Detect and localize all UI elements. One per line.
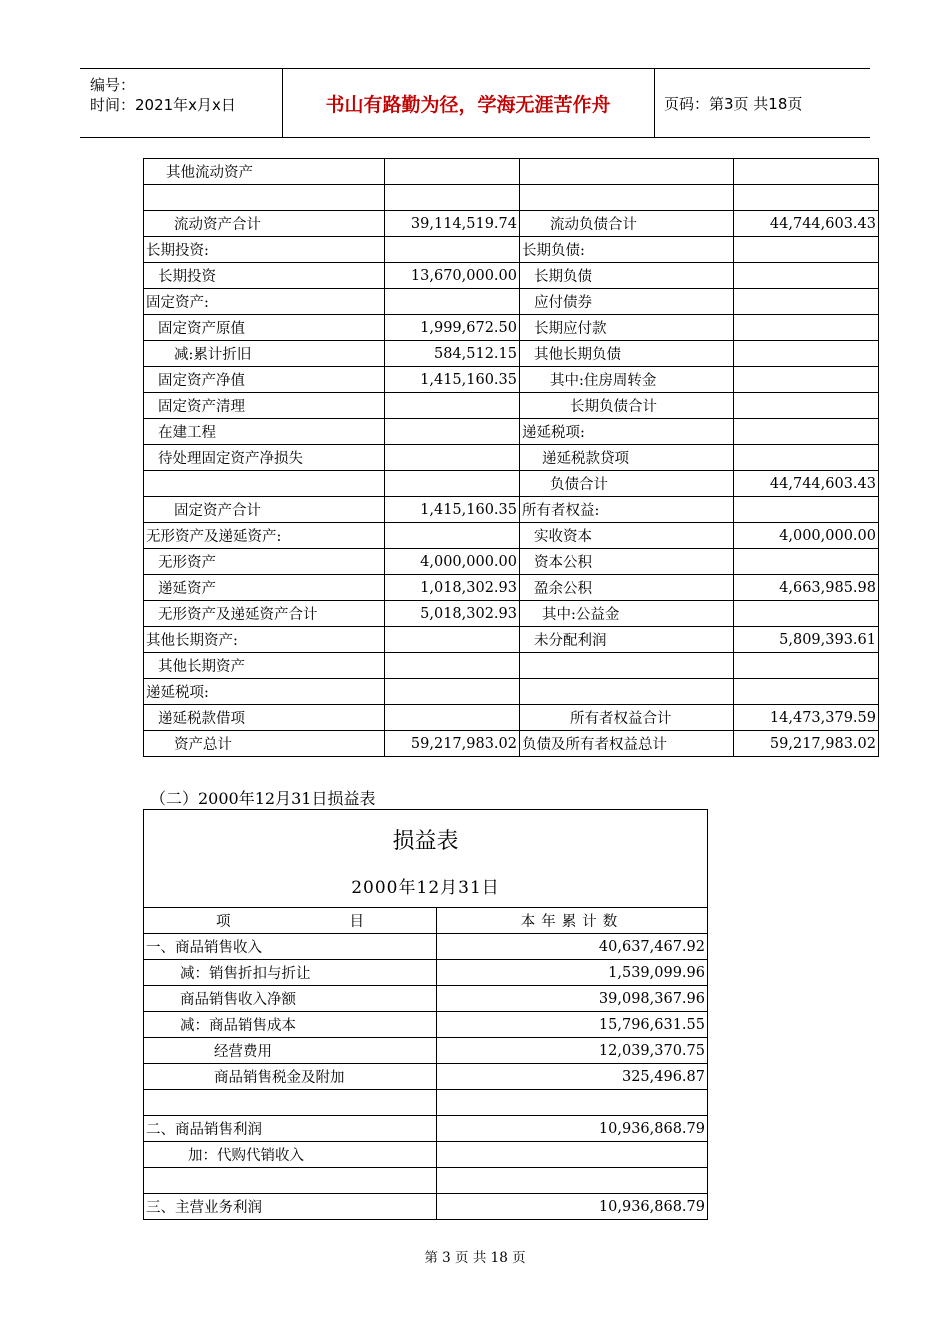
table-cell <box>734 679 879 705</box>
table-cell: 所有者权益: <box>520 497 734 523</box>
table-row <box>144 627 879 653</box>
table-row <box>144 445 879 471</box>
table-cell <box>385 653 520 679</box>
table-cell <box>437 1090 708 1116</box>
table-cell: 其他长期负债 <box>520 341 734 367</box>
table-row <box>144 315 879 341</box>
table-row <box>144 705 879 731</box>
table-row <box>144 523 879 549</box>
table-cell: 待处理固定资产净损失 <box>144 445 385 471</box>
table-cell <box>734 315 879 341</box>
table-cell: 减：商品销售成本 <box>144 1012 437 1038</box>
table-row <box>144 471 879 497</box>
header-divider <box>654 69 655 137</box>
table-row <box>144 185 879 211</box>
table-cell: 4,000,000.00 <box>734 523 879 549</box>
table-cell <box>520 159 734 185</box>
table-row <box>144 341 879 367</box>
table-row <box>144 497 879 523</box>
table-row <box>144 575 879 601</box>
column-header-item-text <box>146 910 434 931</box>
table-cell: 减：销售折扣与折让 <box>144 960 437 986</box>
table-cell: 40,637,467.92 <box>437 934 708 960</box>
table-cell: 长期负债: <box>520 237 734 263</box>
table-cell: 15,796,631.55 <box>437 1012 708 1038</box>
table-cell <box>734 159 879 185</box>
table-cell: 59,217,983.02 <box>385 731 520 757</box>
table-row <box>144 960 708 986</box>
table-cell: 其中:住房周转金 <box>520 367 734 393</box>
table-cell <box>734 367 879 393</box>
table-cell <box>385 237 520 263</box>
table-cell <box>385 445 520 471</box>
table-cell <box>385 393 520 419</box>
table-cell: 10,936,868.79 <box>437 1194 708 1220</box>
column-header-value: 本年累计数 <box>437 908 708 934</box>
table-cell <box>385 159 520 185</box>
table-cell: 固定资产净值 <box>144 367 385 393</box>
table-cell: 其他流动资产 <box>144 159 385 185</box>
table-cell: 在建工程 <box>144 419 385 445</box>
table-row <box>144 731 879 757</box>
table-cell: 商品销售收入净额 <box>144 986 437 1012</box>
table-row <box>144 1038 708 1064</box>
column-header-row <box>144 908 708 934</box>
table-cell: 负债及所有者权益总计 <box>520 731 734 757</box>
column-header-item <box>144 908 437 934</box>
column-header-item-a: 项 <box>216 914 231 930</box>
table-cell: 商品销售税金及附加 <box>144 1064 437 1090</box>
table-row <box>144 653 879 679</box>
table-row <box>144 601 879 627</box>
table-cell: 减:累计折旧 <box>144 341 385 367</box>
table-cell: 长期负债合计 <box>520 393 734 419</box>
section-title: （二）2000年12月31日损益表 <box>150 789 376 808</box>
table-cell: 39,114,519.74 <box>385 211 520 237</box>
table-cell: 59,217,983.02 <box>734 731 879 757</box>
page-footer: 第 3 页 共 18 页 <box>424 1250 526 1266</box>
table-row <box>144 1012 708 1038</box>
table-cell: 加：代购代销收入 <box>144 1142 437 1168</box>
table-cell: 1,415,160.35 <box>385 367 520 393</box>
table-row <box>144 1090 708 1116</box>
table-row <box>144 934 708 960</box>
table-cell: 固定资产原值 <box>144 315 385 341</box>
table-cell: 未分配利润 <box>520 627 734 653</box>
table-row <box>144 263 879 289</box>
table-cell <box>734 445 879 471</box>
table-cell: 无形资产及递延资产: <box>144 523 385 549</box>
table-cell: 资本公积 <box>520 549 734 575</box>
table-cell: 递延税款借项 <box>144 705 385 731</box>
table-cell: 无形资产及递延资产合计 <box>144 601 385 627</box>
table-cell: 1,539,099.96 <box>437 960 708 986</box>
table-row <box>144 393 879 419</box>
table-cell: 长期投资 <box>144 263 385 289</box>
column-header-item-b: 目 <box>349 914 364 930</box>
statement-header <box>144 810 708 908</box>
table-cell <box>734 393 879 419</box>
table-cell: 固定资产清理 <box>144 393 385 419</box>
table-row <box>144 367 879 393</box>
table-cell <box>144 185 385 211</box>
table-cell: 584,512.15 <box>385 341 520 367</box>
table-cell: 其他长期资产: <box>144 627 385 653</box>
table-cell: 三、主营业务利润 <box>144 1194 437 1220</box>
table-cell: 无形资产 <box>144 549 385 575</box>
table-row <box>144 1064 708 1090</box>
table-cell: 5,809,393.61 <box>734 627 879 653</box>
table-cell: 1,415,160.35 <box>385 497 520 523</box>
balance-sheet-table <box>143 158 879 757</box>
table-cell <box>144 1090 437 1116</box>
table-cell: 长期负债 <box>520 263 734 289</box>
table-cell: 1,018,302.93 <box>385 575 520 601</box>
table-row <box>144 211 879 237</box>
table-cell: 流动负债合计 <box>520 211 734 237</box>
table-cell: 递延税项: <box>144 679 385 705</box>
table-cell: 14,473,379.59 <box>734 705 879 731</box>
table-cell <box>734 601 879 627</box>
table-cell <box>734 185 879 211</box>
table-cell <box>734 497 879 523</box>
table-cell <box>385 419 520 445</box>
table-cell <box>385 679 520 705</box>
table-cell <box>144 471 385 497</box>
table-cell <box>520 185 734 211</box>
table-cell <box>385 185 520 211</box>
table-cell: 经营费用 <box>144 1038 437 1064</box>
table-cell: 固定资产: <box>144 289 385 315</box>
table-cell <box>385 471 520 497</box>
code-label: 编号： <box>90 76 136 94</box>
header-meta <box>90 75 236 115</box>
table-row <box>144 986 708 1012</box>
table-row <box>144 237 879 263</box>
table-cell: 资产总计 <box>144 731 385 757</box>
table-cell: 一、商品销售收入 <box>144 934 437 960</box>
table-cell <box>734 263 879 289</box>
table-cell <box>734 289 879 315</box>
time-label: 时间：2021年x月x日 <box>90 96 236 114</box>
table-cell <box>734 341 879 367</box>
table-cell <box>734 549 879 575</box>
table-cell: 长期投资: <box>144 237 385 263</box>
table-cell: 递延税款贷项 <box>520 445 734 471</box>
table-cell: 其中:公益金 <box>520 601 734 627</box>
table-cell <box>734 419 879 445</box>
table-cell <box>385 627 520 653</box>
statement-title: 损益表 <box>392 829 459 854</box>
income-statement-table <box>143 809 708 1220</box>
table-row <box>144 419 879 445</box>
page-header <box>80 68 870 138</box>
table-cell: 39,098,367.96 <box>437 986 708 1012</box>
table-cell: 固定资产合计 <box>144 497 385 523</box>
table-cell <box>437 1142 708 1168</box>
table-row <box>144 679 879 705</box>
table-row <box>144 1194 708 1220</box>
table-cell: 所有者权益合计 <box>520 705 734 731</box>
table-cell: 44,744,603.43 <box>734 471 879 497</box>
table-row <box>144 549 879 575</box>
table-row <box>144 1168 708 1194</box>
table-cell: 长期应付款 <box>520 315 734 341</box>
table-cell: 盈余公积 <box>520 575 734 601</box>
table-cell: 44,744,603.43 <box>734 211 879 237</box>
table-cell: 5,018,302.93 <box>385 601 520 627</box>
table-cell: 递延资产 <box>144 575 385 601</box>
table-cell <box>144 1168 437 1194</box>
table-cell: 13,670,000.00 <box>385 263 520 289</box>
table-cell: 二、商品销售利润 <box>144 1116 437 1142</box>
table-cell: 12,039,370.75 <box>437 1038 708 1064</box>
header-motto: 书山有路勤为径，学海无涯苦作舟 <box>325 93 611 116</box>
table-row <box>144 159 879 185</box>
table-cell <box>385 705 520 731</box>
header-page-info: 页码：第3页 共18页 <box>664 94 803 113</box>
table-row <box>144 1142 708 1168</box>
table-cell: 流动资产合计 <box>144 211 385 237</box>
table-cell: 其他长期资产 <box>144 653 385 679</box>
table-cell: 递延税项: <box>520 419 734 445</box>
table-cell: 325,496.87 <box>437 1064 708 1090</box>
table-row <box>144 289 879 315</box>
table-cell <box>385 289 520 315</box>
table-cell: 应付债券 <box>520 289 734 315</box>
table-cell <box>520 679 734 705</box>
table-cell <box>734 237 879 263</box>
table-cell: 4,000,000.00 <box>385 549 520 575</box>
table-cell: 1,999,672.50 <box>385 315 520 341</box>
table-cell: 10,936,868.79 <box>437 1116 708 1142</box>
table-cell: 实收资本 <box>520 523 734 549</box>
table-cell: 负债合计 <box>520 471 734 497</box>
table-cell <box>385 523 520 549</box>
table-cell <box>437 1168 708 1194</box>
table-row <box>144 1116 708 1142</box>
table-cell <box>734 653 879 679</box>
statement-date: 2000年12月31日 <box>351 878 500 898</box>
title-row <box>144 810 708 908</box>
table-cell: 4,663,985.98 <box>734 575 879 601</box>
table-cell <box>520 653 734 679</box>
